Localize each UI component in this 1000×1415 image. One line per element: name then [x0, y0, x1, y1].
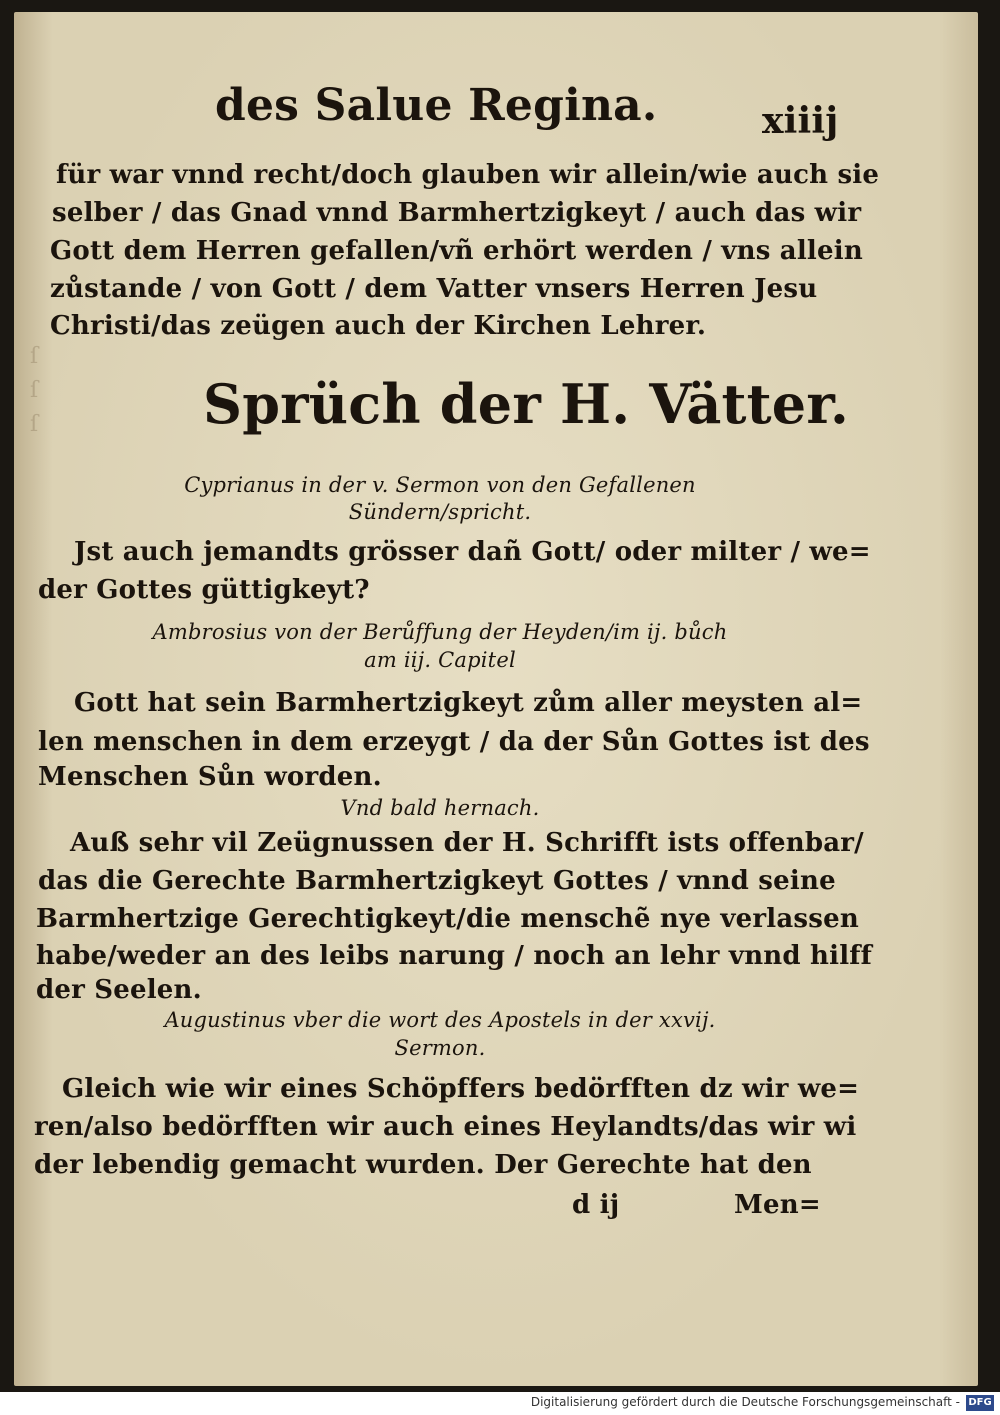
running-head: des Salue Regina. — [215, 80, 658, 131]
subheading: Vnd bald hernach. — [340, 796, 540, 820]
folio-number: xiiij — [762, 100, 839, 142]
dfg-logo-icon: DFG — [966, 1395, 994, 1411]
text-line: das die Gerechte Barmhertzigkeyt Gottes / vnnd seine — [38, 866, 836, 896]
text-line: der Gottes güttigkeyt? — [38, 575, 370, 605]
signature-mark: d ij — [572, 1190, 620, 1220]
catchword: Men= — [734, 1190, 821, 1220]
section-heading: Sprüch der H. Vätter. — [203, 372, 850, 436]
text-line: habe/weder an des leibs narung / noch an lehr vnnd hilff — [36, 941, 873, 971]
citation-line: Sermon. — [394, 1036, 486, 1060]
citation-line: am iij. Capitel — [364, 648, 516, 672]
text-line: Auß sehr vil Zeügnussen der H. Schrifft ists offenbar/ — [70, 828, 864, 858]
bleed-through-marks: ſ ſ ſ — [30, 344, 39, 437]
text-line: Gleich wie wir eines Schöpffers bedörfften dz wir we= — [62, 1074, 860, 1104]
text-line: Gott dem Herren gefallen/vñ erhört werden / vns allein — [50, 236, 863, 266]
text-line: Christi/das zeügen auch der Kirchen Lehrer. — [50, 311, 707, 341]
footer-credit: Digitalisierung gefördert durch die Deutsche Forschungsgemeinschaft - — [530, 1395, 960, 1409]
text-line: Barmhertzige Gerechtigkeyt/die menschẽ nye verlassen — [36, 904, 859, 934]
citation-line: Augustinus vber die wort des Apostels in der xxvij. — [164, 1008, 716, 1032]
text-line: Jst auch jemandts grösser dañ Gott/ oder milter / we= — [74, 537, 871, 567]
text-line: der Seelen. — [36, 975, 202, 1005]
text-line: Gott hat sein Barmhertzigkeyt zům aller meysten al= — [74, 688, 863, 718]
citation-line: Sündern/spricht. — [348, 500, 532, 524]
text-line: Menschen Sůn worden. — [38, 762, 382, 792]
footer-bar — [0, 1392, 1000, 1415]
text-line: len menschen in dem erzeygt / da der Sůn Gottes ist des — [38, 727, 870, 757]
text-line: selber / das Gnad vnnd Barmhertzigkeyt / auch das wir — [52, 198, 862, 228]
text-line: für war vnnd recht/doch glauben wir allein/wie auch sie — [56, 160, 880, 190]
text-line: der lebendig gemacht wurden. Der Gerechte hat den — [34, 1150, 812, 1180]
text-line: zůstande / von Gott / dem Vatter vnsers Herren Jesu — [50, 274, 818, 304]
citation-line: Ambrosius von der Berůffung der Heyden/im ij. bůch — [152, 620, 728, 644]
text-line: ren/also bedörfften wir auch eines Heylandts/das wir wi — [34, 1112, 857, 1142]
citation-line: Cyprianus in der v. Sermon von den Gefallenen — [184, 473, 696, 497]
